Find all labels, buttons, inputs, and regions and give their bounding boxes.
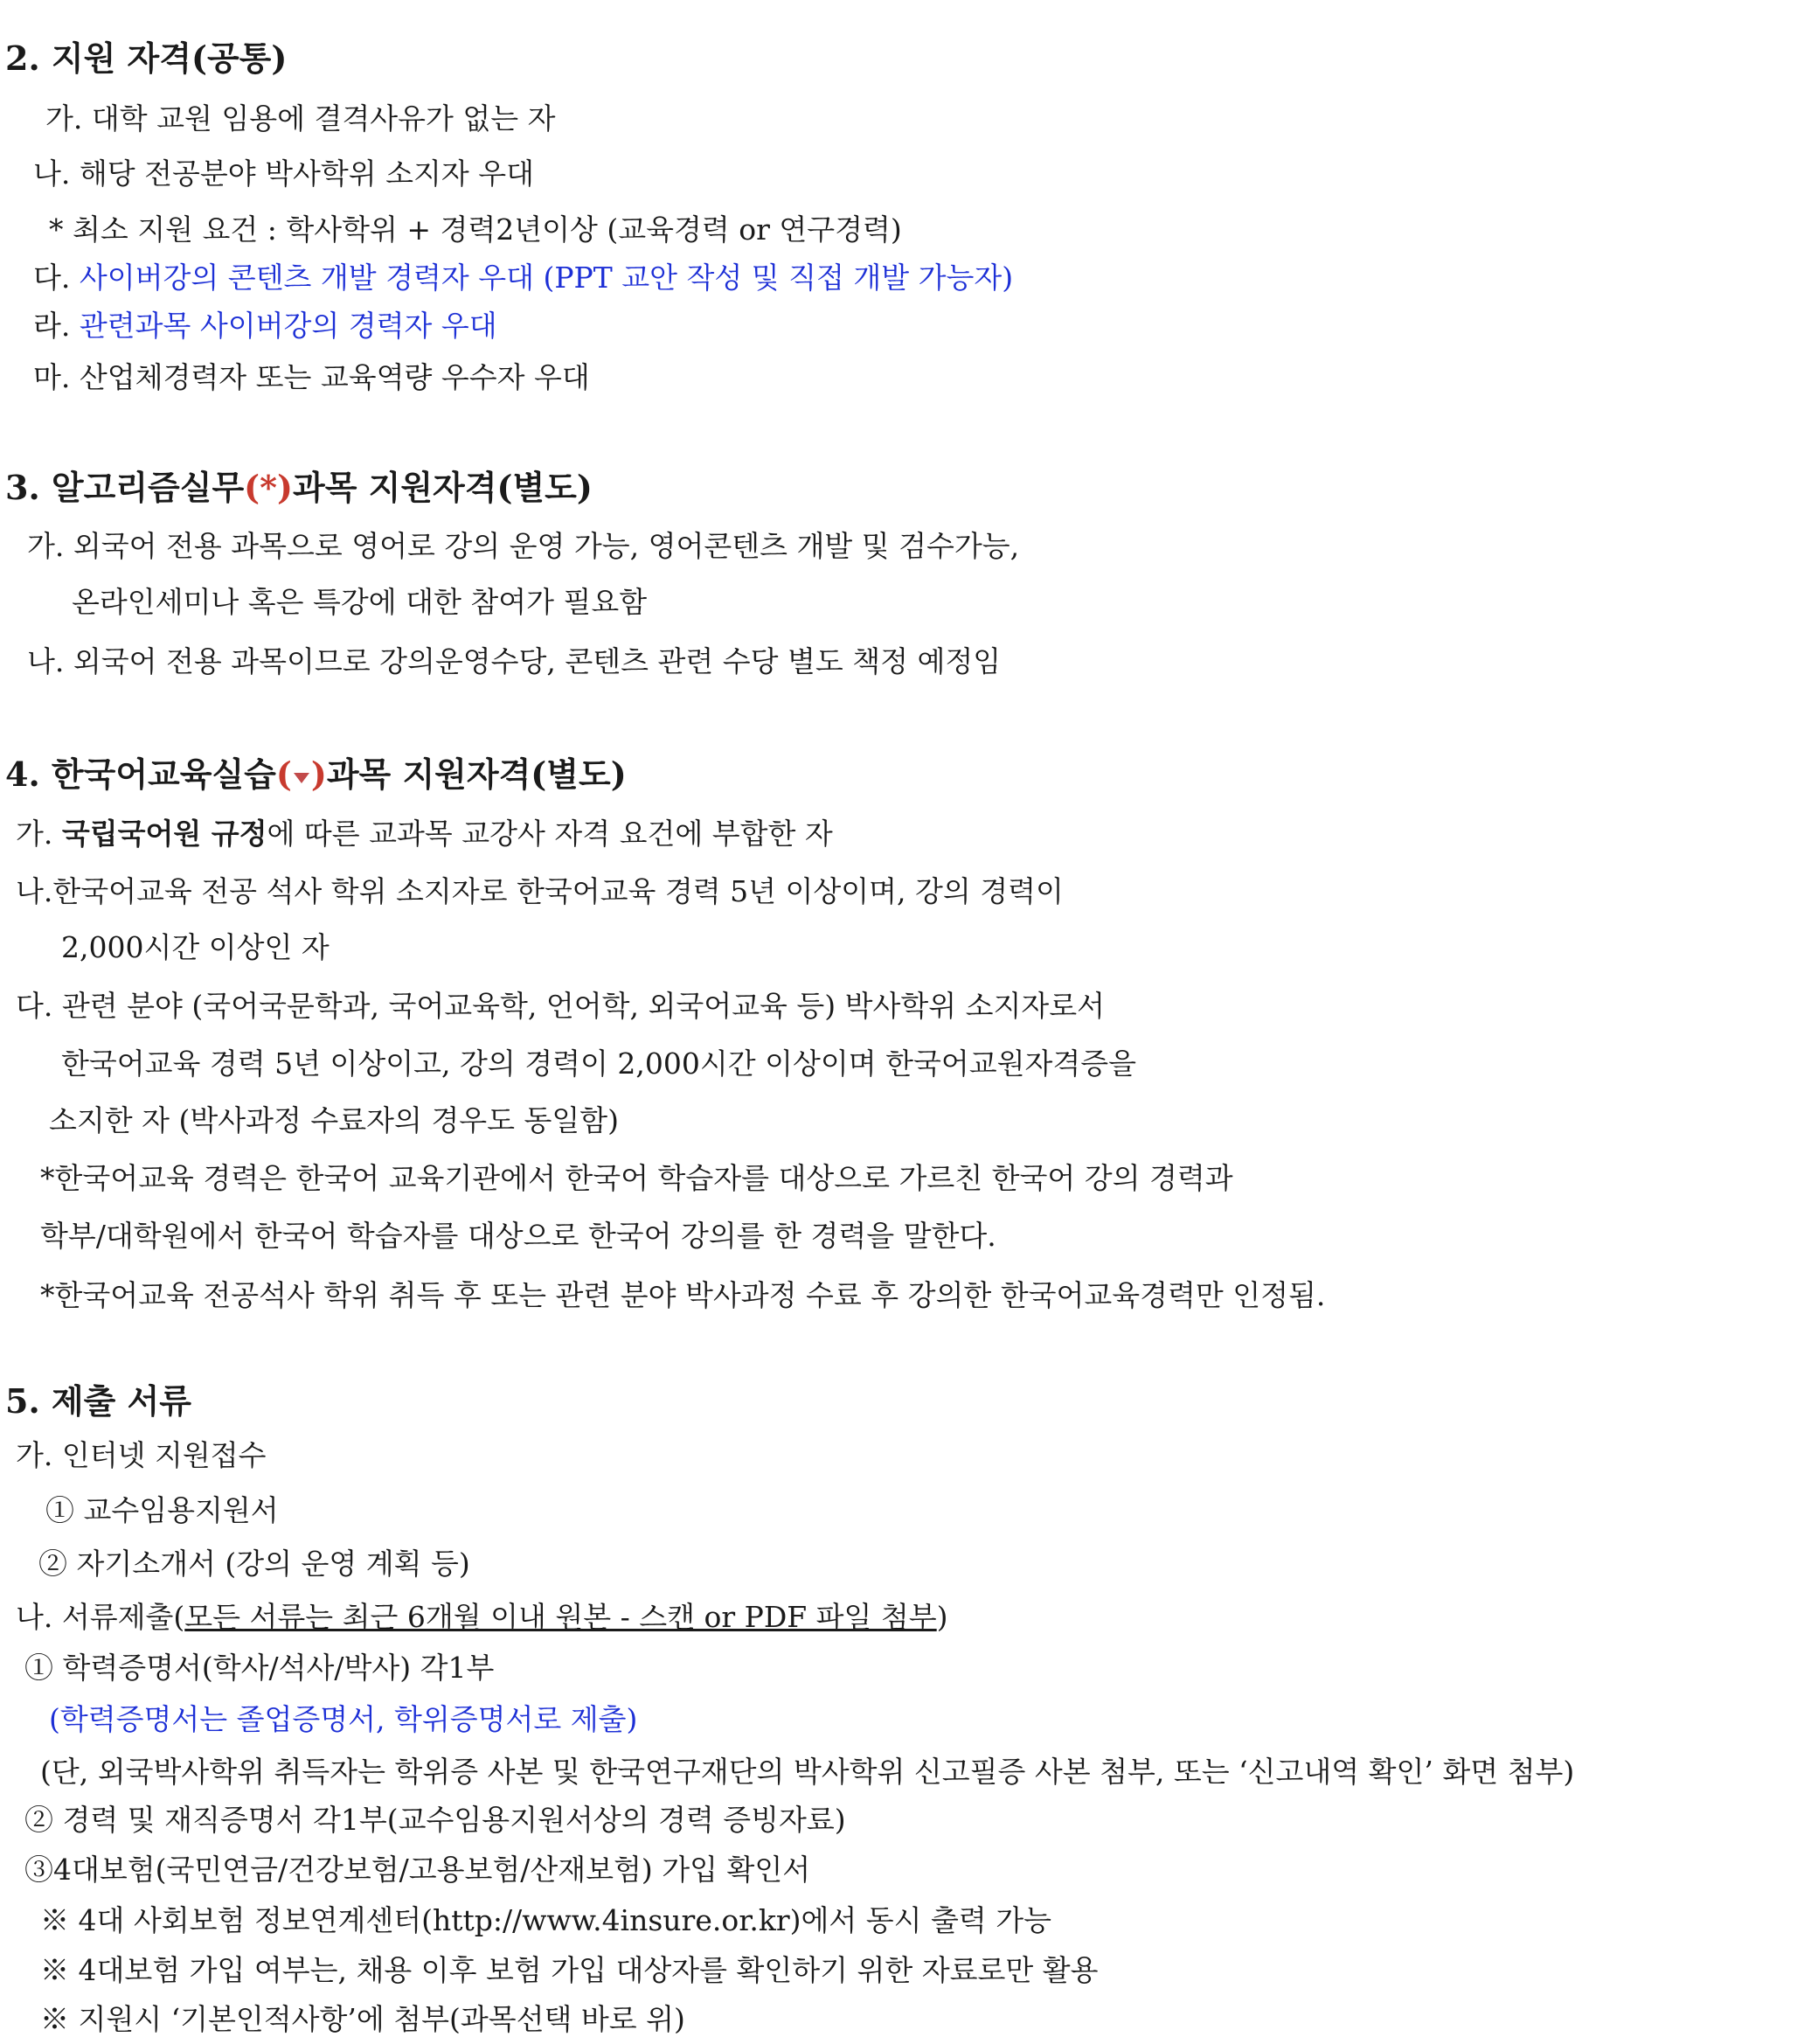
section-2-item-ma: 마. 산업체경력자 또는 교육역량 우수자 우대 [33,360,590,394]
section-4-item-ga [16,815,833,853]
section-4-item-da-line3: 소지한 자 (박사과정 수료자의 경우도 동일함) [49,1103,620,1137]
section-4-heading-open: ( [275,754,292,794]
section-4-item-ga-bold: 국립국어원 규정 [61,817,267,851]
section-2-item-da-text: 사이버강의 콘텐츠 개발 경력자 우대 (PPT 교안 작성 및 직접 개발 가능자) [79,261,1014,295]
section-5-heading: 5. 제출 서류 [5,1381,191,1421]
section-2-item-ga: 가. 대학 교원 임용에 결격사유가 없는 자 [45,101,556,136]
section-2-item-da-prefix: 다. [33,261,80,295]
section-4-note-line3: *한국어교육 전공석사 학위 취득 후 또는 관련 분야 박사과정 수료 후 강의한 한국어교육경력만 인정됨. [40,1278,1326,1312]
section-4-heading-close: ) [310,754,327,794]
section-3-heading-suffix: 과목 지원자격(별도) [293,468,593,507]
section-5-item-na-2: ② 경력 및 재직증명서 각1부(교수임용지원서상의 경력 증빙자료) [24,1803,846,1837]
section-3-heading-title: 3. 알고리즘실무 [5,468,245,507]
section-3-item-ga-line1: 가. 외국어 전용 과목으로 영어로 강의 운영 가능, 영어콘텐츠 개발 및 검수가능, [27,529,1020,563]
section-4-item-ga-rest: 에 따른 교과목 교강사 자격 요건에 부합한 자 [267,817,833,851]
section-5-item-na-3: ③4대보험(국민연금/건강보험/고용보험/산재보험) 가입 확인서 [24,1853,811,1887]
section-2-note: * 최소 지원 요건 : 학사학위 + 경력2년이상 (교육경력 or 연구경력) [49,212,902,247]
section-4-note-line1: *한국어교육 경력은 한국어 교육기관에서 한국어 학습자를 대상으로 가르친 한국어 강의 경력과 [40,1161,1233,1195]
section-2-item-da [33,259,1013,297]
section-3-item-na: 나. 외국어 전용 과목이므로 강의운영수당, 콘텐츠 관련 수당 별도 책정 예정임 [27,644,1002,678]
section-4-item-ga-prefix: 가. [16,817,62,851]
section-5-item-na-1-note: (단, 외국박사학위 취득자는 학위증 사본 및 한국연구재단의 박사학위 신고필증 사본 첨부, 또는 ‘신고내역 확인’ 화면 첨부) [40,1755,1575,1789]
section-2-item-ra-prefix: 라. [33,309,80,343]
section-2-item-na: 나. 해당 전공분야 박사학위 소지자 우대 [33,156,534,191]
section-4-item-na-line1: 나.한국어교육 전공 석사 학위 소지자로 한국어교육 경력 5년 이상이며, 강의 경력이 [16,874,1064,908]
section-2-item-ra [33,307,497,345]
section-5-item-ga: 가. 인터넷 지원접수 [16,1438,267,1472]
section-5-reference-2: ※ 4대보험 가입 여부는, 채용 이후 보험 가입 대상자를 확인하기 위한 자료로만 활용 [40,1953,1099,1987]
section-5-item-na-1-blue: (학력증명서는 졸업증명서, 학위증명서로 제출) [49,1702,638,1736]
section-5-reference-3: ※ 지원시 ‘기본인적사항’에 첨부(과목선택 바로 위) [40,2002,685,2036]
triangle-down-icon [294,773,309,783]
section-4-note-line2: 학부/대학원에서 한국어 학습자를 대상으로 한국어 강의를 한 경력을 말한다. [40,1219,996,1253]
section-5-item-ga-2: ② 자기소개서 (강의 운영 계획 등) [38,1547,470,1581]
section-5-item-na-suffix: ) [936,1600,948,1634]
section-4-heading-title: 4. 한국어교육실습 [5,754,276,794]
section-4-heading [5,755,627,794]
section-5-item-na-1: ① 학력증명서(학사/석사/박사) 각1부 [24,1651,495,1685]
section-3-heading-mark: (*) [244,468,293,507]
section-4-heading-suffix: 과목 지원자격(별도) [326,754,627,794]
section-2-item-ra-text: 관련과목 사이버강의 경력자 우대 [79,309,497,343]
section-5-item-na-prefix: 나. 서류제출( [16,1600,185,1634]
section-5-item-ga-1: ① 교수임용지원서 [45,1493,279,1527]
section-5-reference-1: ※ 4대 사회보험 정보연계센터(http://www.4insure.or.kr)에서 동시 출력 가능 [40,1903,1051,1937]
section-2-heading: 2. 지원 자격(공통) [5,38,288,78]
section-3-heading [5,469,593,507]
section-5-item-na [16,1598,948,1637]
section-4-item-da-line2: 한국어교육 경력 5년 이상이고, 강의 경력이 2,000시간 이상이며 한국어교원자격증을 [61,1046,1136,1081]
section-5-item-na-underline: 모든 서류는 최근 6개월 이내 원본 - 스캔 or PDF 파일 첨부 [184,1600,937,1634]
section-4-item-na-line2: 2,000시간 이상인 자 [61,930,330,964]
section-4-item-da-line1: 다. 관련 분야 (국어국문학과, 국어교육학, 언어학, 외국어교육 등) 박사학위 소지자로서 [16,989,1105,1023]
section-3-item-ga-line2: 온라인세미나 혹은 특강에 대한 참여가 필요함 [72,585,648,619]
